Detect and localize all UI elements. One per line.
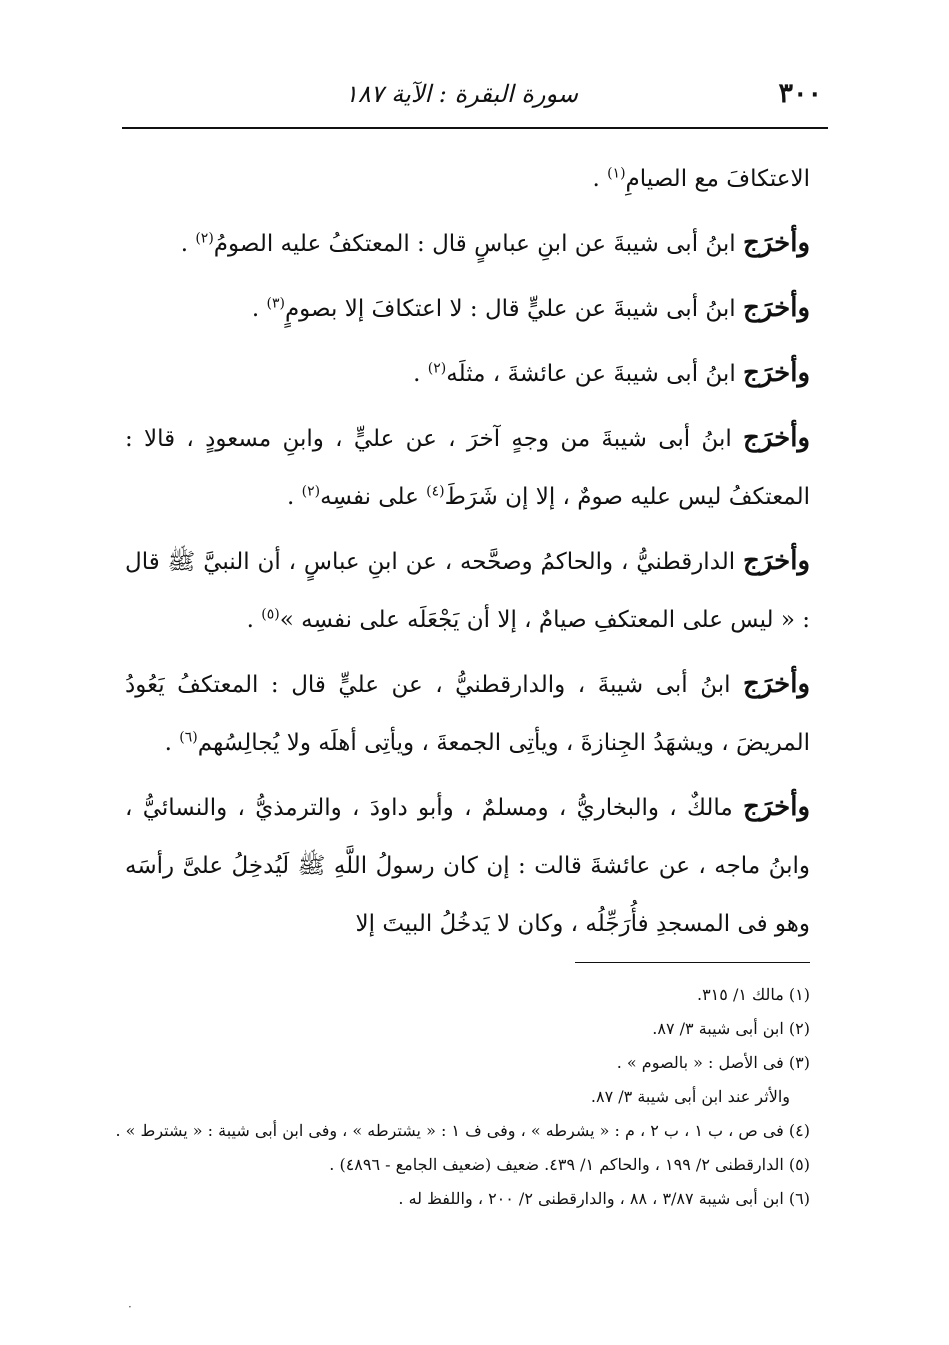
paragraph-text: ابنُ أبى شيبةَ عن عائشةَ ، مثلَه (446, 361, 744, 387)
footnote: (١) مالك ١/ ٣١٥. (696, 985, 810, 1004)
footnote: (٦) ابن أبى شيبة ٣/٨٧ ، ٨٨ ، والدارقطنى ٢/ ٢٠٠ ، واللفظ له . (398, 1189, 810, 1208)
running-head: سورة البقرة : الآية ١٨٧ (344, 80, 578, 108)
footnote-rule (575, 962, 810, 963)
paragraph (125, 778, 810, 953)
paragraph-lead: وأخرَج (743, 228, 810, 258)
footnote: (٣) فى الأصل : « بالصوم » . (616, 1053, 810, 1072)
paragraph-lead: وأخرَج (743, 792, 810, 822)
header-rule (122, 127, 828, 129)
footnote: (٥) الدارقطنى ٢/ ١٩٩ ، والحاكم ١/ ٤٣٩. ضعيف (ضعيف الجامع - ٤٨٩٦) . (329, 1155, 810, 1174)
paragraph-text-continued: على نفسِه (320, 484, 427, 510)
paragraph-text: الدارقطنيُّ ، والحاكمُ وصحَّحه ، عن ابنِ عباسٍ ، أن النبيَّ ﷺ قال : « ليس على المعتكفِ صيامٌ ، إلا أن يَجْعَلَه على نفسِه » (125, 549, 810, 633)
footnote-marker: (٣) (266, 295, 285, 312)
paragraph (125, 409, 810, 526)
footnote-marker: (٢) (195, 230, 214, 247)
main-text (125, 150, 810, 959)
paragraph-end: . (164, 730, 180, 756)
paragraph-end: . (180, 231, 196, 257)
paragraph-lead: وأخرَج (743, 669, 810, 699)
paragraph (125, 655, 810, 772)
footnote-marker: (٢) (427, 360, 447, 377)
paragraph-text: الاعتكافَ مع الصيامِ (625, 166, 810, 192)
page-header (122, 78, 828, 118)
paragraph (125, 532, 810, 649)
footnote-marker: (٥) (261, 606, 280, 623)
paragraph-end: . (251, 296, 267, 322)
paragraph-lead: وأخرَج (743, 423, 810, 453)
paragraph-end: . (592, 166, 608, 192)
paragraph (125, 214, 810, 273)
scan-speck: · (128, 1300, 132, 1314)
paragraph-text: ابنُ أبى شيبةَ ، والدارقطنيُّ ، عن عليٍّ قال : المعتكفُ يَعُودُ المريضَ ، ويشهَدُ الجِنازةَ ، ويأتِى الجمعةَ ، ويأتِى أهلَه ولا يُجالِسُهم (125, 672, 810, 756)
footnotes (115, 978, 810, 1216)
paragraph-lead: وأخرَج (743, 546, 810, 576)
paragraph (125, 344, 810, 403)
paragraph-end: . (287, 484, 302, 510)
paragraph-text: مالكٌ ، والبخاريُّ ، ومسلمٌ ، وأبو داودَ ، والترمذيُّ ، والنسائيُّ ، وابنُ ماجه ، عن عائشةَ قالت : إن كان رسولُ اللَّهِ ﷺ لَيُدخِلُ علىَّ رأسَه وهو فى المسجدِ فأُرَجِّلُه ، وكان لا يَدخُلُ البيتَ إلا (125, 795, 810, 937)
footnote: والأثر عند ابن أبى شيبة ٣/ ٨٧. (590, 1087, 790, 1106)
footnote-marker: (١) (607, 165, 626, 182)
paragraph (125, 279, 810, 338)
page-number: ٣٠٠ (778, 78, 822, 109)
paragraph-text: ابنُ أبى شيبةَ من وجهٍ آخرَ ، عن عليٍّ ، وابنِ مسعودٍ ، قالا : المعتكفُ ليس عليه صومٌ ، إلا إن شَرَطَ (125, 426, 810, 510)
paragraph-end: . (246, 607, 262, 633)
paragraph (125, 150, 810, 208)
paragraph-text: ابنُ أبى شيبةَ عن ابنِ عباسٍ قال : المعتكفُ عليه الصومُ (213, 231, 744, 257)
footnote-marker: (٢) (301, 483, 321, 500)
footnote: (٢) ابن أبى شيبة ٣/ ٨٧. (652, 1019, 810, 1038)
paragraph-text: ابنُ أبى شيبةَ عن عليٍّ قال : لا اعتكافَ إلا بصومٍ (284, 296, 744, 322)
paragraph-lead: وأخرَج (743, 293, 810, 323)
footnote-marker: (٤) (426, 483, 445, 500)
paragraph-lead: وأخرَج (743, 358, 810, 388)
footnote-marker: (٦) (179, 729, 198, 746)
footnote: (٤) فى ص ، ب ١ ، ب ٢ ، م : « يشرطه » ، وفى ف ١ : « يشترطه » ، وفى ابن أبى شيبة : « يشترط » . (115, 1121, 810, 1140)
paragraph-end: . (413, 361, 428, 387)
